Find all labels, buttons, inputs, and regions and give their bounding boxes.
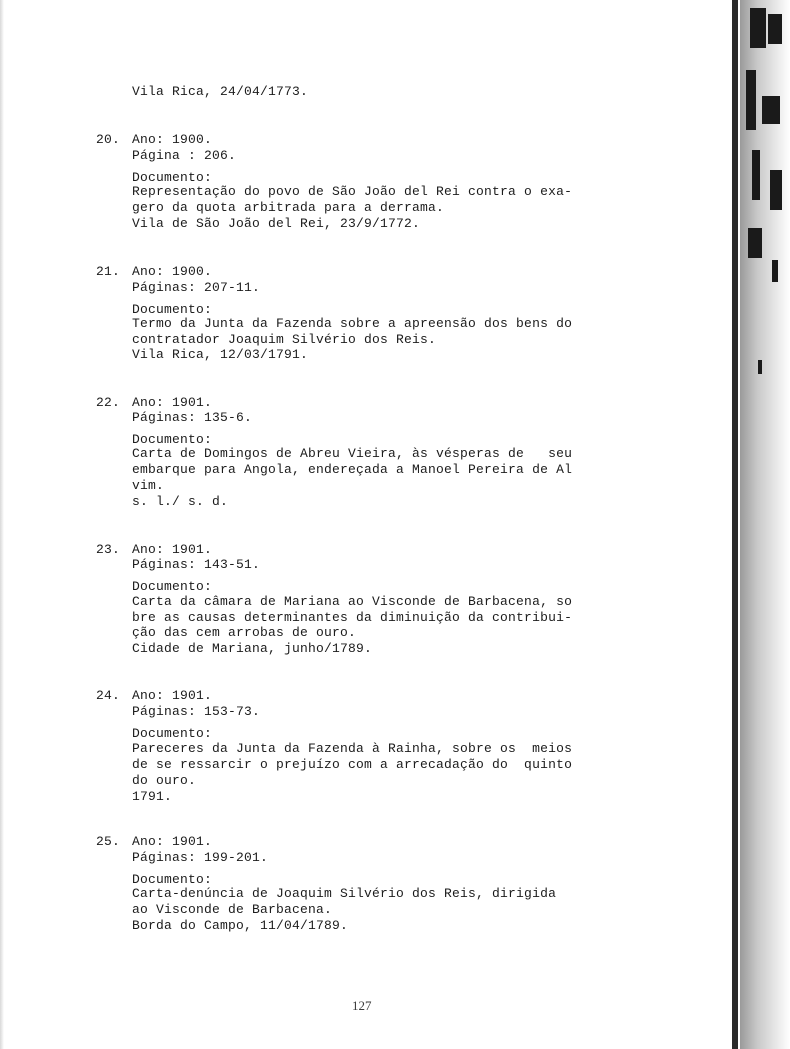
page-number: 127: [352, 998, 372, 1013]
entry-doc-line: embarque para Angola, endereçada a Manoel Pereira de Al: [132, 462, 573, 477]
entry-doc-line: contratador Joaquim Silvério dos Reis.: [132, 332, 437, 347]
entry-paginas: Página : 206.: [132, 148, 237, 163]
scan-binding-shadow: [728, 0, 790, 1049]
entry-number: 23.: [96, 542, 121, 557]
entry-ano: Ano: 1901.: [132, 688, 213, 703]
entry-doc-line: Termo da Junta da Fazenda sobre a apreensão dos bens do: [132, 316, 573, 331]
scan-left-edge: [0, 0, 4, 1049]
entry-ano: Ano: 1900.: [132, 264, 213, 279]
entry-doc-line: gero da quota arbitrada para a derrama.: [132, 200, 445, 215]
entry-doc-line: de se ressarcir o prejuízo com a arrecadação do quinto: [132, 757, 573, 772]
entry-ano: Ano: 1901.: [132, 834, 213, 849]
entry-number: 24.: [96, 688, 121, 703]
entry-doc-line: Carta de Domingos de Abreu Vieira, às vésperas de seu: [132, 446, 573, 461]
header-line: Vila Rica, 24/04/1773.: [132, 84, 309, 99]
entry-doc-line: ao Visconde de Barbacena.: [132, 902, 333, 917]
entry-doc-line: Cidade de Mariana, junho/1789.: [132, 641, 373, 656]
entry-doc-line: Vila de São João del Rei, 23/9/1772.: [132, 216, 421, 231]
entry-doc-line: Pareceres da Junta da Fazenda à Rainha, sobre os meios: [132, 741, 573, 756]
entry-ano: Ano: 1900.: [132, 132, 213, 147]
entry-paginas: Páginas: 135-6.: [132, 410, 253, 425]
entry-doc-label: Documento:: [132, 302, 213, 317]
entry-doc-line: Vila Rica, 12/03/1791.: [132, 347, 309, 362]
entry-doc-line: s. l./ s. d.: [132, 494, 229, 509]
entry-number: 25.: [96, 834, 121, 849]
entry-doc-line: ção das cem arrobas de ouro.: [132, 625, 357, 640]
entry-doc-line: Carta-denúncia de Joaquim Silvério dos Reis, dirigida: [132, 886, 557, 901]
entry-doc-label: Documento:: [132, 432, 213, 447]
entry-doc-line: vim.: [132, 478, 165, 493]
entry-doc-line: Carta da câmara de Mariana ao Visconde de Barbacena, so: [132, 594, 573, 609]
entry-doc-label: Documento:: [132, 872, 213, 887]
entry-number: 22.: [96, 395, 121, 410]
entry-number: 21.: [96, 264, 121, 279]
entry-doc-line: 1791.: [132, 789, 173, 804]
entry-doc-line: bre as causas determinantes da diminuição da contribui-: [132, 610, 573, 625]
entry-doc-line: do ouro.: [132, 773, 197, 788]
entry-paginas: Páginas: 143-51.: [132, 557, 261, 572]
entry-ano: Ano: 1901.: [132, 542, 213, 557]
entry-doc-label: Documento:: [132, 579, 213, 594]
entry-paginas: Páginas: 153-73.: [132, 704, 261, 719]
entry-paginas: Páginas: 199-201.: [132, 850, 269, 865]
entry-number: 20.: [96, 132, 121, 147]
entry-doc-line: Borda do Campo, 11/04/1789.: [132, 918, 349, 933]
entry-doc-label: Documento:: [132, 170, 213, 185]
entry-doc-line: Representação do povo de São João del Rei contra o exa-: [132, 184, 573, 199]
entry-ano: Ano: 1901.: [132, 395, 213, 410]
entry-doc-label: Documento:: [132, 726, 213, 741]
entry-paginas: Páginas: 207-11.: [132, 280, 261, 295]
